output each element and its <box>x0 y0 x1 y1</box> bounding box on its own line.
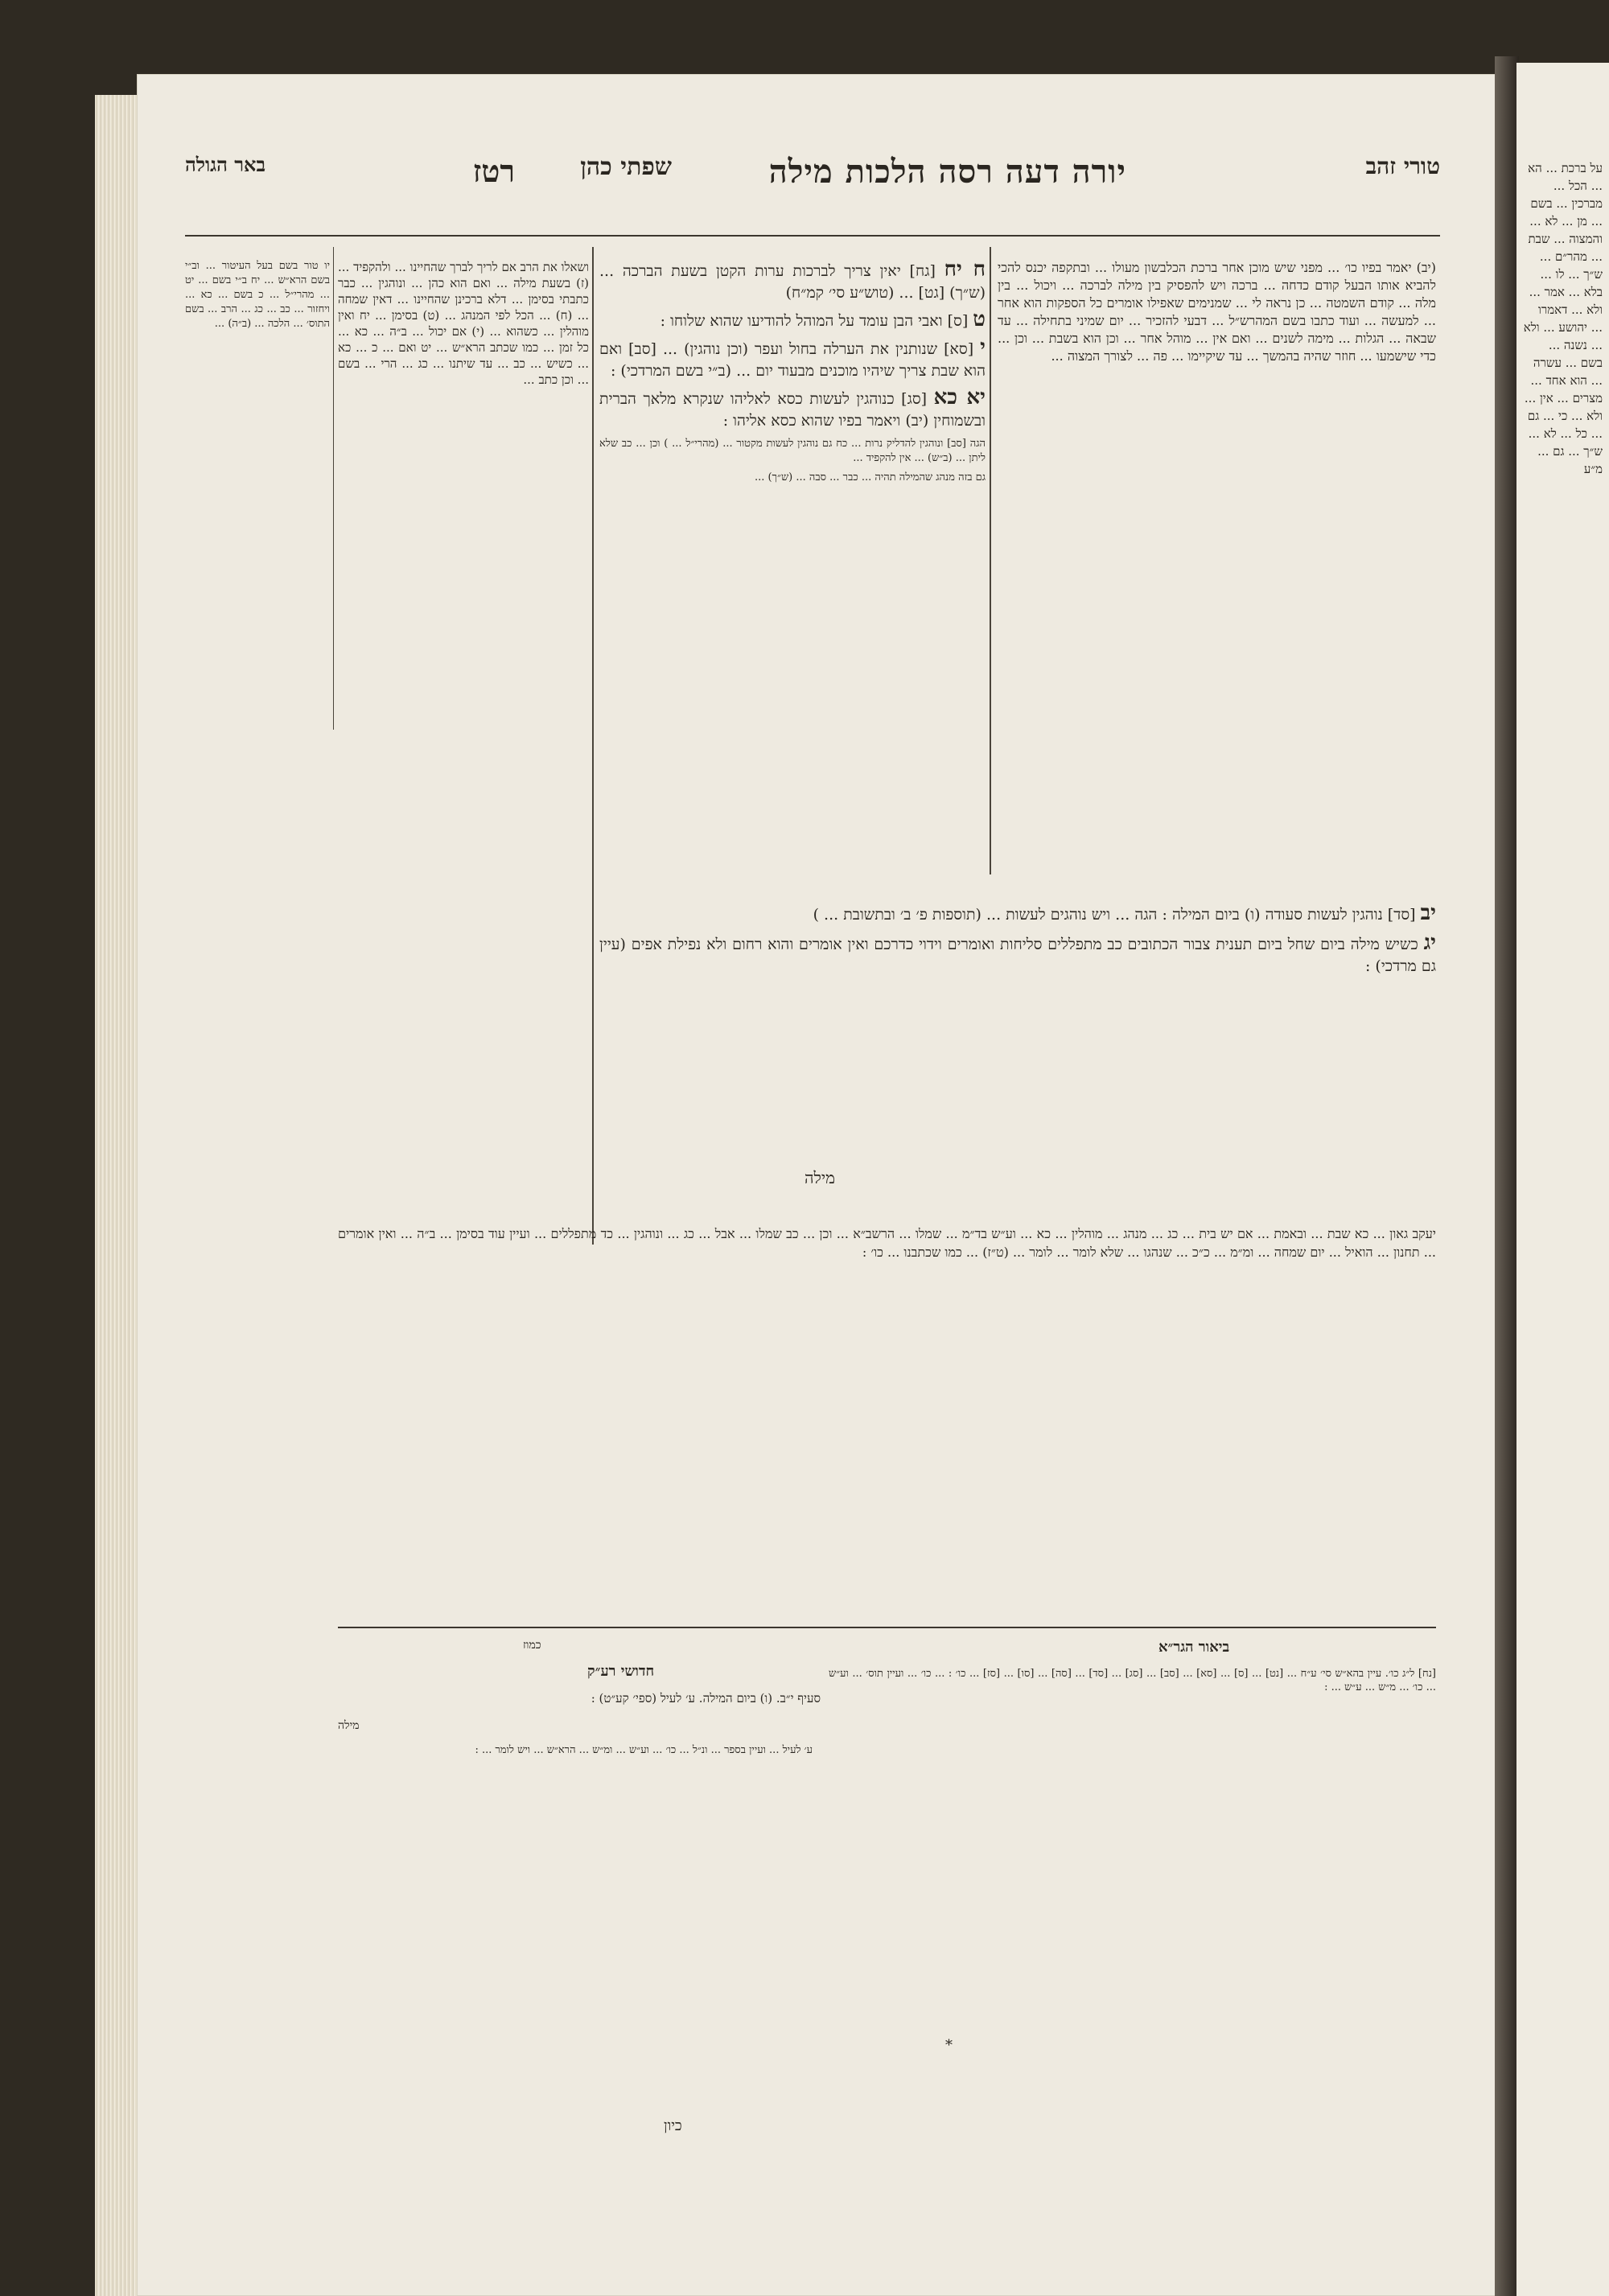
gra-text: [נח] ל״ג כו׳. עיין בהא״ש סי׳ ע״ח ... [נט] ... [ס] ... [סא] ... [סב] ... [סג] ... [סד] ... [סה] ... [סו] ... [סז] ... כו׳ : ... כו׳ ... ועיין תוס׳ ... וע״ש ... כו׳ ... מ״ש ... ע״ש ... : <box>829 1668 1436 1693</box>
rae-text: ע׳ לעיל ... ועיין בספר ... ונ״ל ... כו׳ ... וע״ש ... ומ״ש ... הרא״ש ... ויש לומר ... : <box>475 1744 813 1756</box>
halakha-8: ח יח [גח] יאין צריך לברכות ערות הקטן בשעת הברכה ... (ש״ך) [גט] ... (טוש״ע סי׳ קמ״ח) <box>599 259 986 302</box>
bottom-rule <box>338 1627 1436 1628</box>
rae-commentary <box>338 1743 813 2037</box>
lower-halakhot <box>599 903 1436 1176</box>
halakha-9: ט [ס] ואבי הבן עומד על המוהל להודיעו שהוא שלוחו : <box>660 307 986 331</box>
shach-bottom-block <box>338 1224 1436 1619</box>
column-divider-left <box>333 247 334 730</box>
halakha-13: יג כשיש מילה ביום שחל ביום תענית צבור הכתובים כב מתפללים סליחות ואומרים וידוי כדרכם ואין אומרים והוא רחום ולא נפילת אפים (עיין גם מרדכי) : <box>599 931 1436 975</box>
page-header <box>185 153 1440 201</box>
halakha-note-2: גם בזה מנהג שהמילה תהיה ... כבר ... סבה ... (ש״ך) ... <box>755 471 986 483</box>
header-beer-label: באר הגולה <box>185 153 266 176</box>
column-divider-right <box>990 247 991 874</box>
taz-text: (יב) יאמר בפיו כו׳ ... מפני שיש מוכן אחר ברכת הכלבשון מעולו ... ובתקפה יכנס להכי להביא אותו הבעל קודם כדחה ... ברכה ויש להפסיק בין מילה לברכה ... ויכול ... בין מלה ... קודם השמטה ... כן נראה לי ... שמנימים שאפילו אומרים כל הספקות הוא אחר ... למעשה ... ועוד כתבו בשם המהרש״ל ... דבעי להזכיר ... יום שמיני בתחילה ... עד שבאה ... הגלות ... מימה לשנים ... ואם אין ... מוהל אחר ... וכן הוא בשבת ... וכן ... כדי שישמעו ... חוזר שהיה בהמשך ... עד שיקיימו ... פה ... לצורך המצוה ... <box>998 260 1436 364</box>
facing-page-text: על ברכת ... הא ... הכל ... מברכין ... בשם ... מן ... לא ... והמצוה ... שבת ... מהר״ם ... ש״ך ... לו ... בלא ... אמר ... ולא ... דאמרו ... יהושע ... ולא ... נשנה ... בשם ... עשרה ... הוא אחד ... מצרים ... אין ... ולא ... כי ... גם ... כל ... לא ... ש״ך ... גם ... מ״ע <box>1523 161 1603 476</box>
shach-commentary <box>338 259 589 1216</box>
halakha-10: י [סא] שנותנין את הערלה בחול ועפר (וכן נוהגין) ... [סב] ואם הוא שבת צריך שיהיו מוכנים מבעוד יום ... (ב״י בשם המרדכי) : <box>599 335 986 380</box>
footnote-asterisk: * <box>945 2037 953 2054</box>
milah-small-label: מילה <box>338 1719 360 1732</box>
header-rule <box>185 235 1440 237</box>
milah-catch-label: מילה <box>804 1168 835 1187</box>
rae-title: חדושי רע״ק <box>587 1663 655 1680</box>
shach-bottom-text: יעקב גאון ... כא שבת ... ובאמת ... אם יש בית ... כג ... מנהג ... מוהלין ... כא ... וע״ש בד״מ ... שמלו ... הרשב״א ... וכן ... כב שמלו ... אבל ... כג ... ונוהגין ... כד מתפללים ... ועיין עוד בסימן ... ב״ה ... ואין אומרים ... תחנון ... הואיל ... יום שמחה ... ומ״מ ... כ״כ ... שנהגו ... שלא לומר ... לומר ... (ט״ז) ... כמו שכתבנו ... כו׳ : <box>338 1226 1436 1260</box>
catchword: כיון <box>664 2117 682 2134</box>
halakha-12: יב [סד] נוהגין לעשות סעודה (ו) ביום המילה : הגה ... ויש נוהגים לעשות ... (תוספות פ׳ ב׳ ובתשובת ... ) <box>813 903 1436 925</box>
halakha-11: יא כא [סג] כנוהגין לעשות כסא לאליהו שנקרא מלאך הברית ובשמוחין (יב) ויאמר בפיו שהוא כסא אליהו : <box>599 385 986 430</box>
page-edge <box>95 95 139 2296</box>
halakha-list <box>599 259 986 485</box>
facing-page <box>1516 63 1609 2296</box>
header-title: יורה דעה רסה הלכות מילה <box>768 153 1126 191</box>
gra-commentary <box>829 1667 1436 2037</box>
beer-text: יו טור בשם בעל העיטור ... וב״י בשם הרא״ש ... יח ב״י בשם ... יט ... מהרי״ל ... כ בשם ... כא ... ויחזור ... כב ... כג ... הרב ... בשם התוס׳ ... הלכה ... (ב״ה) ... <box>185 260 330 330</box>
page-number: רטז <box>472 153 515 189</box>
column-divider-mid <box>592 247 594 1245</box>
halakha-note-1: הגה [סב] ונוהגין להדליק נרות ... כח גם נוהגין לעשות מקטור ... (מהרי״ל ... ) וכן ... כב שלא ליתן ... (ב״ש) ... אין להקפיד ... <box>599 438 986 464</box>
taz-commentary <box>998 259 1436 870</box>
rae-siman-ref: סעיף י״ב. (ו) ביום המילה. ע׳ לעיל (ספי׳ קע״ט) : <box>591 1691 821 1706</box>
book-page <box>137 74 1496 2296</box>
header-taz-label: טורי זהב <box>1365 153 1440 179</box>
book-gutter <box>1495 56 1519 2296</box>
kmuz-label: כמוז <box>523 1639 541 1652</box>
gra-title: ביאור הגר״א <box>1158 1639 1230 1656</box>
beer-hagolah-column <box>185 259 330 710</box>
shach-text: ושאלו את הרב אם לריך לברך שהחיינו ... ולהקפיד ... (ז) בשעת מילה ... ואם הוא כהן ... ונוהגין ... כבר כתבתי בסימן ... דלא ברכינן שהחיינו ... דאין שמחה ... (ח) ... הכל לפי המנהג ... (ט) בסימן ... יח ואין מוהלין ... כשהוא ... (י) אם יכול ... ב״ה ... כא ... כל זמן ... כמו שכתב הרא״ש ... יט ואם ... כ ... כא ... כשיש ... כב ... עד שיתנו ... כג ... הרי ... בשם ... וכן כתב ... <box>338 260 589 387</box>
header-shach-label: שפתי כהן <box>580 153 672 181</box>
